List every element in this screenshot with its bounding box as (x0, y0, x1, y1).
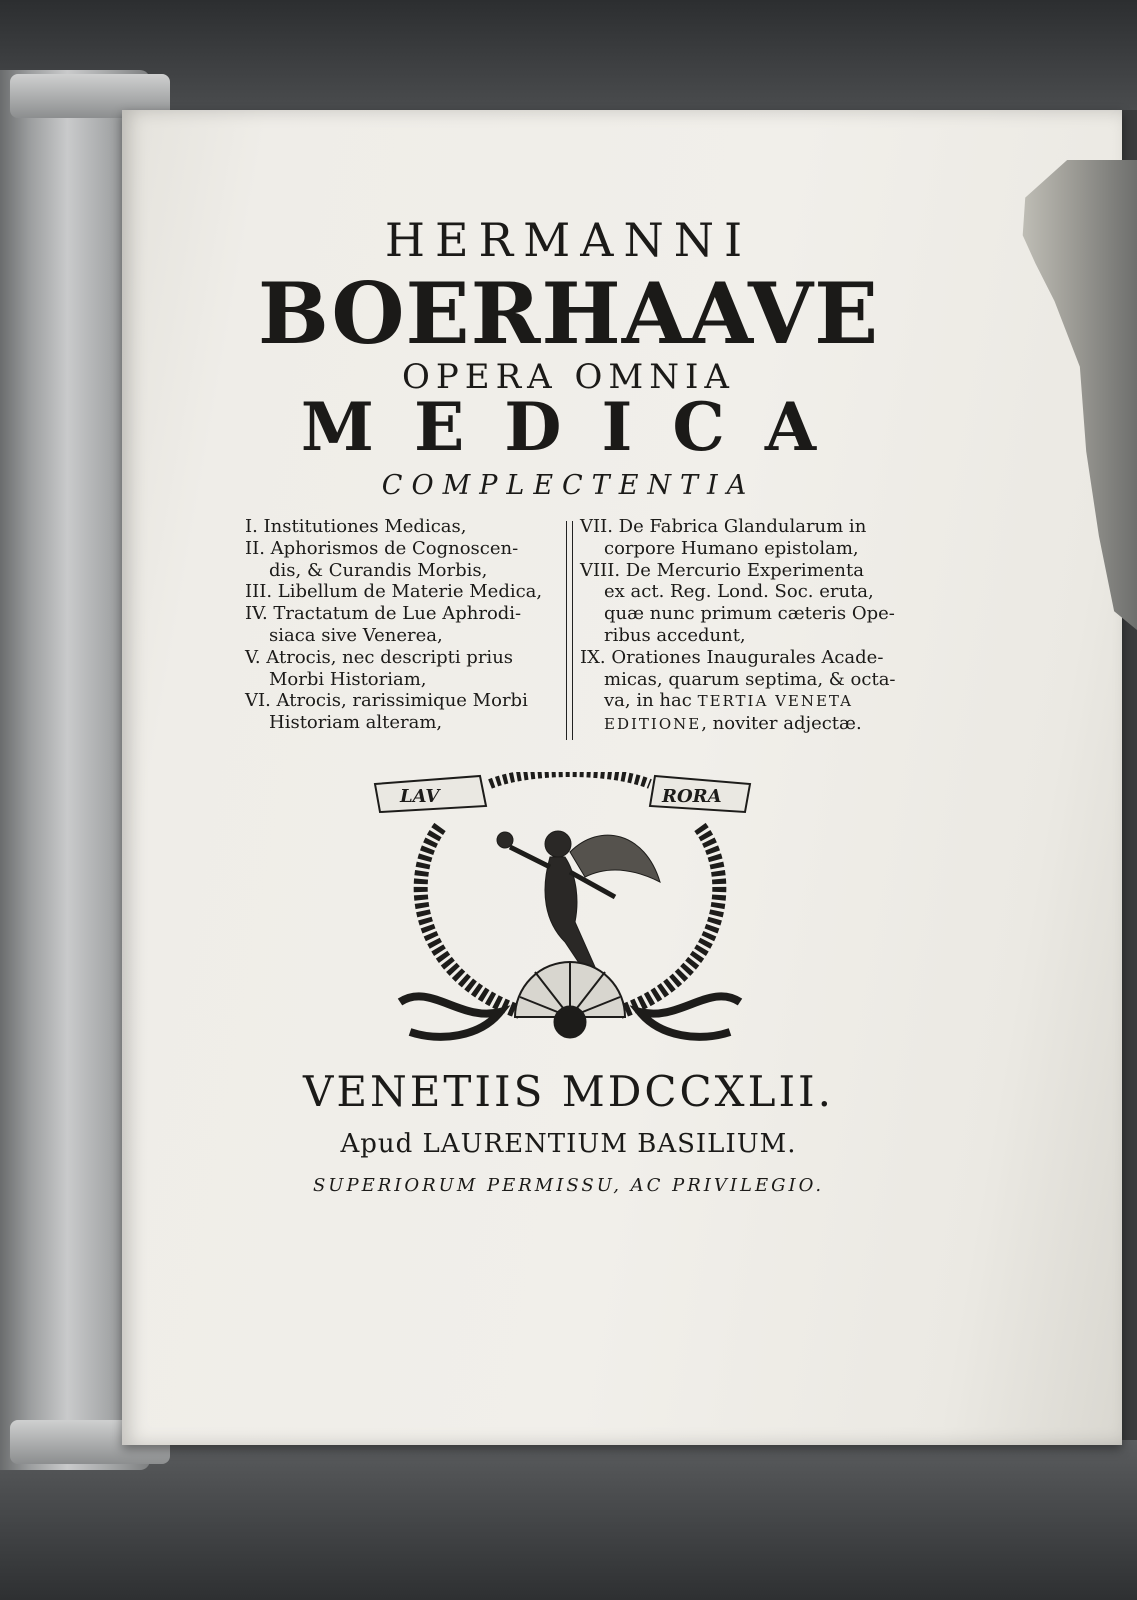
imprint-permission: SUPERIORUM PERMISSU, AC PRIVILEGIO. (312, 1175, 825, 1196)
edition-smallcaps: TERTIA VENETA (697, 692, 853, 711)
banner-left-text: LAV (400, 786, 440, 807)
contents-line: Morbi Historiam, (269, 668, 427, 690)
contents-line: dis, & Curandis Morbis, (269, 559, 488, 581)
contents-line (580, 690, 900, 713)
contents-line: micas, quarum septima, & octa- (604, 668, 896, 690)
rising-sun-icon (515, 962, 625, 1038)
contents-line: III. Libellum de Materie Medica, (245, 581, 543, 603)
background-bottom (0, 1440, 1137, 1600)
winged-figure-icon (497, 831, 660, 972)
contents-line: ex act. Reg. Lond. Soc. eruta, (604, 581, 874, 603)
contents-line: II. Aphorismos de Cognoscen- (245, 537, 519, 559)
title-line-complectentia: COMPLECTENTIA (381, 470, 756, 501)
contents-line: quæ nunc primum cæteris Ope- (604, 603, 895, 625)
title-line-opera-omnia: OPERA OMNIA (402, 357, 735, 397)
contents-text: va, in hac (604, 690, 692, 712)
aurora-printers-device (370, 772, 770, 1054)
contents-line: VI. Atrocis, rarissimique Morbi (245, 690, 528, 712)
imprint-place-date: VENETIIS MDCCXLII. (303, 1067, 834, 1116)
contents-line: siaca sive Venerea, (269, 624, 443, 646)
contents-line: IX. Orationes Inaugurales Acade- (580, 646, 884, 668)
title-line-medica: MEDICA (300, 388, 857, 466)
contents-text: , noviter adjectæ. (701, 713, 862, 735)
author-last-name: BOERHAAVE (257, 264, 880, 363)
column-divider (566, 521, 573, 740)
contents-line: IV. Tractatum de Lue Aphrodi- (245, 603, 522, 625)
edition-smallcaps: EDITIONE (604, 715, 702, 734)
contents-line: V. Atrocis, nec descripti prius (245, 646, 514, 668)
contents-line: corpore Humano epistolam, (604, 537, 859, 559)
contents-line: VIII. De Mercurio Experimenta (580, 559, 864, 581)
contents-line: Historiam alteram, (269, 712, 443, 734)
background-top (0, 0, 1137, 110)
banner-right-text: RORA (662, 786, 722, 807)
contents-line: I. Institutiones Medicas, (245, 516, 467, 537)
contents-line: ribus accedunt, (604, 624, 746, 646)
contents-left-column (245, 516, 565, 734)
author-first-name: HERMANNI (384, 213, 753, 267)
contents-line: VII. De Fabrica Glandularum in (580, 516, 867, 537)
imprint-publisher: Apud LAURENTIUM BASILIUM. (340, 1129, 797, 1159)
contents-right-column (580, 516, 900, 736)
contents-line (580, 713, 900, 736)
